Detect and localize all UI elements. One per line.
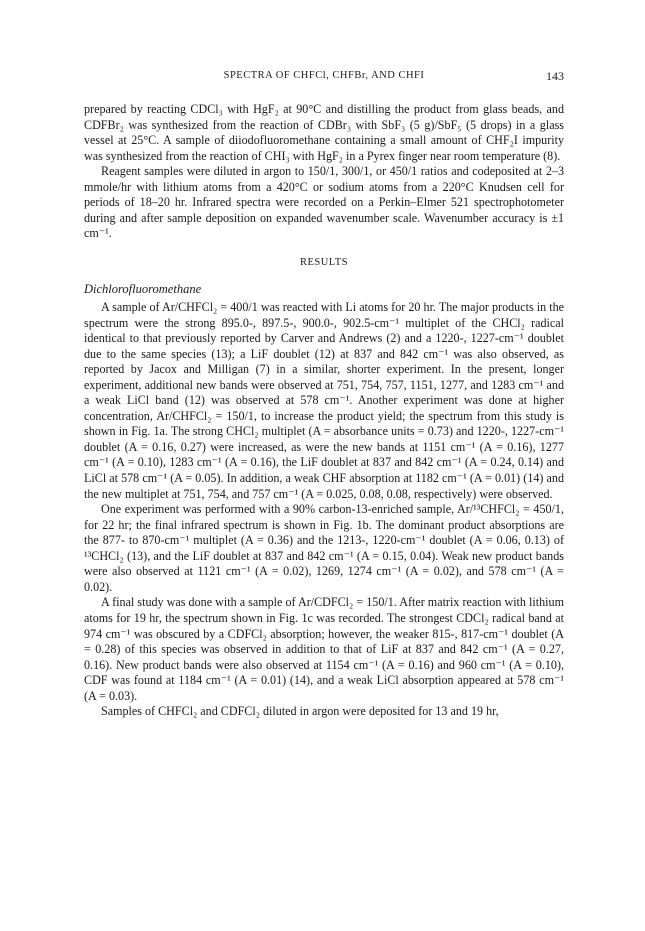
paragraph-intro-1: prepared by reacting CDCl₃ with HgF₂ at 90°C and distilling the product from glass beads, and CDFBr₂ was synthesized from the reaction of CDBr₃ with SbF₃ (5 g)/SbF₅ (5 drops) in a glass vessel at 25°C. A sample of diiodofluoromethane containing a small amount of CHF₂I impurity was synthesized from the reaction of CHI₃ with HgF₂ in a Pyrex finger near room temperature (8). <box>84 102 564 163</box>
paragraph-results-4: Samples of CHFCl₂ and CDFCl₂ diluted in argon were deposited for 13 and 19 hr, <box>101 704 499 719</box>
running-title: SPECTRA OF CHFCl, CHFBr, AND CHFI <box>223 70 425 81</box>
page-number: 143 <box>546 69 564 83</box>
body-text <box>84 102 564 720</box>
section-heading: RESULTS <box>299 256 349 268</box>
paragraph-results-2: One experiment was performed with a 90% carbon-13-enriched sample, Ar/¹³CHFCl₂ = 450/1, for 22 hr; the final infrared spectrum is shown in Fig. 1b. The dominant product absorptions are the 877- to 870-cm⁻¹ multiplet (A = 0.36) and the 1213-, 1220-cm⁻¹ doublet (A = 0.06, 0.13) of ¹³CHCl₂ (13), and the LiF doublet at 837 and 842 cm⁻¹ (A = 0.15, 0.04). Weak new product bands were also observed at 1121 cm⁻¹ (A = 0.02), 1269, 1274 cm⁻¹ (A = 0.02), and 578 cm⁻¹ (A = 0.02). <box>84 502 564 594</box>
paragraph-results-3: A final study was done with a sample of Ar/CDFCl₂ = 150/1. After matrix reaction with lithium atoms for 19 hr, the spectrum shown in Fig. 1c was recorded. The strongest CDCl₂ radical band at 974 cm⁻¹ was obscured by a CDFCl₂ absorption; however, the weaker 815-, 817-cm⁻¹ doublet (A = 0.28) of this species was observed in addition to that of LiF at 837 and 842 cm⁻¹ (A = 0.27, 0.16). New product bands were also observed at 1154 cm⁻¹ (A = 0.16) and 960 cm⁻¹ (A = 0.10), CDF was found at 1184 cm⁻¹ (A = 0.01) (14), and a weak LiCl absorption appeared at 578 cm⁻¹ (A = 0.03). <box>84 595 564 703</box>
paragraph-results-1: A sample of Ar/CHFCl₂ = 400/1 was reacted with Li atoms for 20 hr. The major products in the spectrum were the strong 895.0-, 897.5-, 900.0-, 902.5-cm⁻¹ multiplet of the CHCl₂ radical identical to that previously reported by Carver and Andrews (2) and a 1220-, 1227-cm⁻¹ doublet due to the same species (13); a LiF doublet (12) at 837 and 842 cm⁻¹ was also observed, as reported by Jacox and Milligan (7) in a similar, shorter experiment. In the present, longer experiment, additional new bands were observed at 751, 754, 757, 1151, 1277, and 1283 cm⁻¹ and a weak LiCl band (12) was observed at 578 cm⁻¹. Another experiment was done at higher concentration, Ar/CHFCl₂ = 150/1, to increase the product yield; the spectrum from this study is shown in Fig. 1a. The strong CHCl₂ multiplet (A = absorbance units = 0.73) and 1220-, 1227-cm⁻¹ doublet (A = 0.16, 0.27) were increased, as were the new bands at 1151 cm⁻¹ (A = 0.16), 1277 cm⁻¹ (A = 0.10), 1283 cm⁻¹ (A = 0.16), the LiF doublet at 837 and 842 cm⁻¹ (A = 0.24, 0.14) and LiCl at 578 cm⁻¹ (A = 0.05). In addition, a weak CHF absorption at 1182 cm⁻¹ (A = 0.01) (14) and the new multiplet at 751, 754, and 757 cm⁻¹ (A = 0.025, 0.08, 0.08, respectively) were observed. <box>84 300 564 501</box>
paragraph-intro-2: Reagent samples were diluted in argon to 150/1, 300/1, or 450/1 ratios and codeposited at 2–3 mmole/hr with lithium atoms from a 420°C or sodium atoms from a 220°C Knudsen cell for periods of 18–20 hr. Infrared spectra were recorded on a Perkin–Elmer 521 spectrophotometer during and after sample deposition on expanded wavenumber scale. Wavenumber accuracy is ±1 cm⁻¹. <box>84 164 564 241</box>
subsection-heading: Dichlorofluoromethane <box>84 282 202 297</box>
